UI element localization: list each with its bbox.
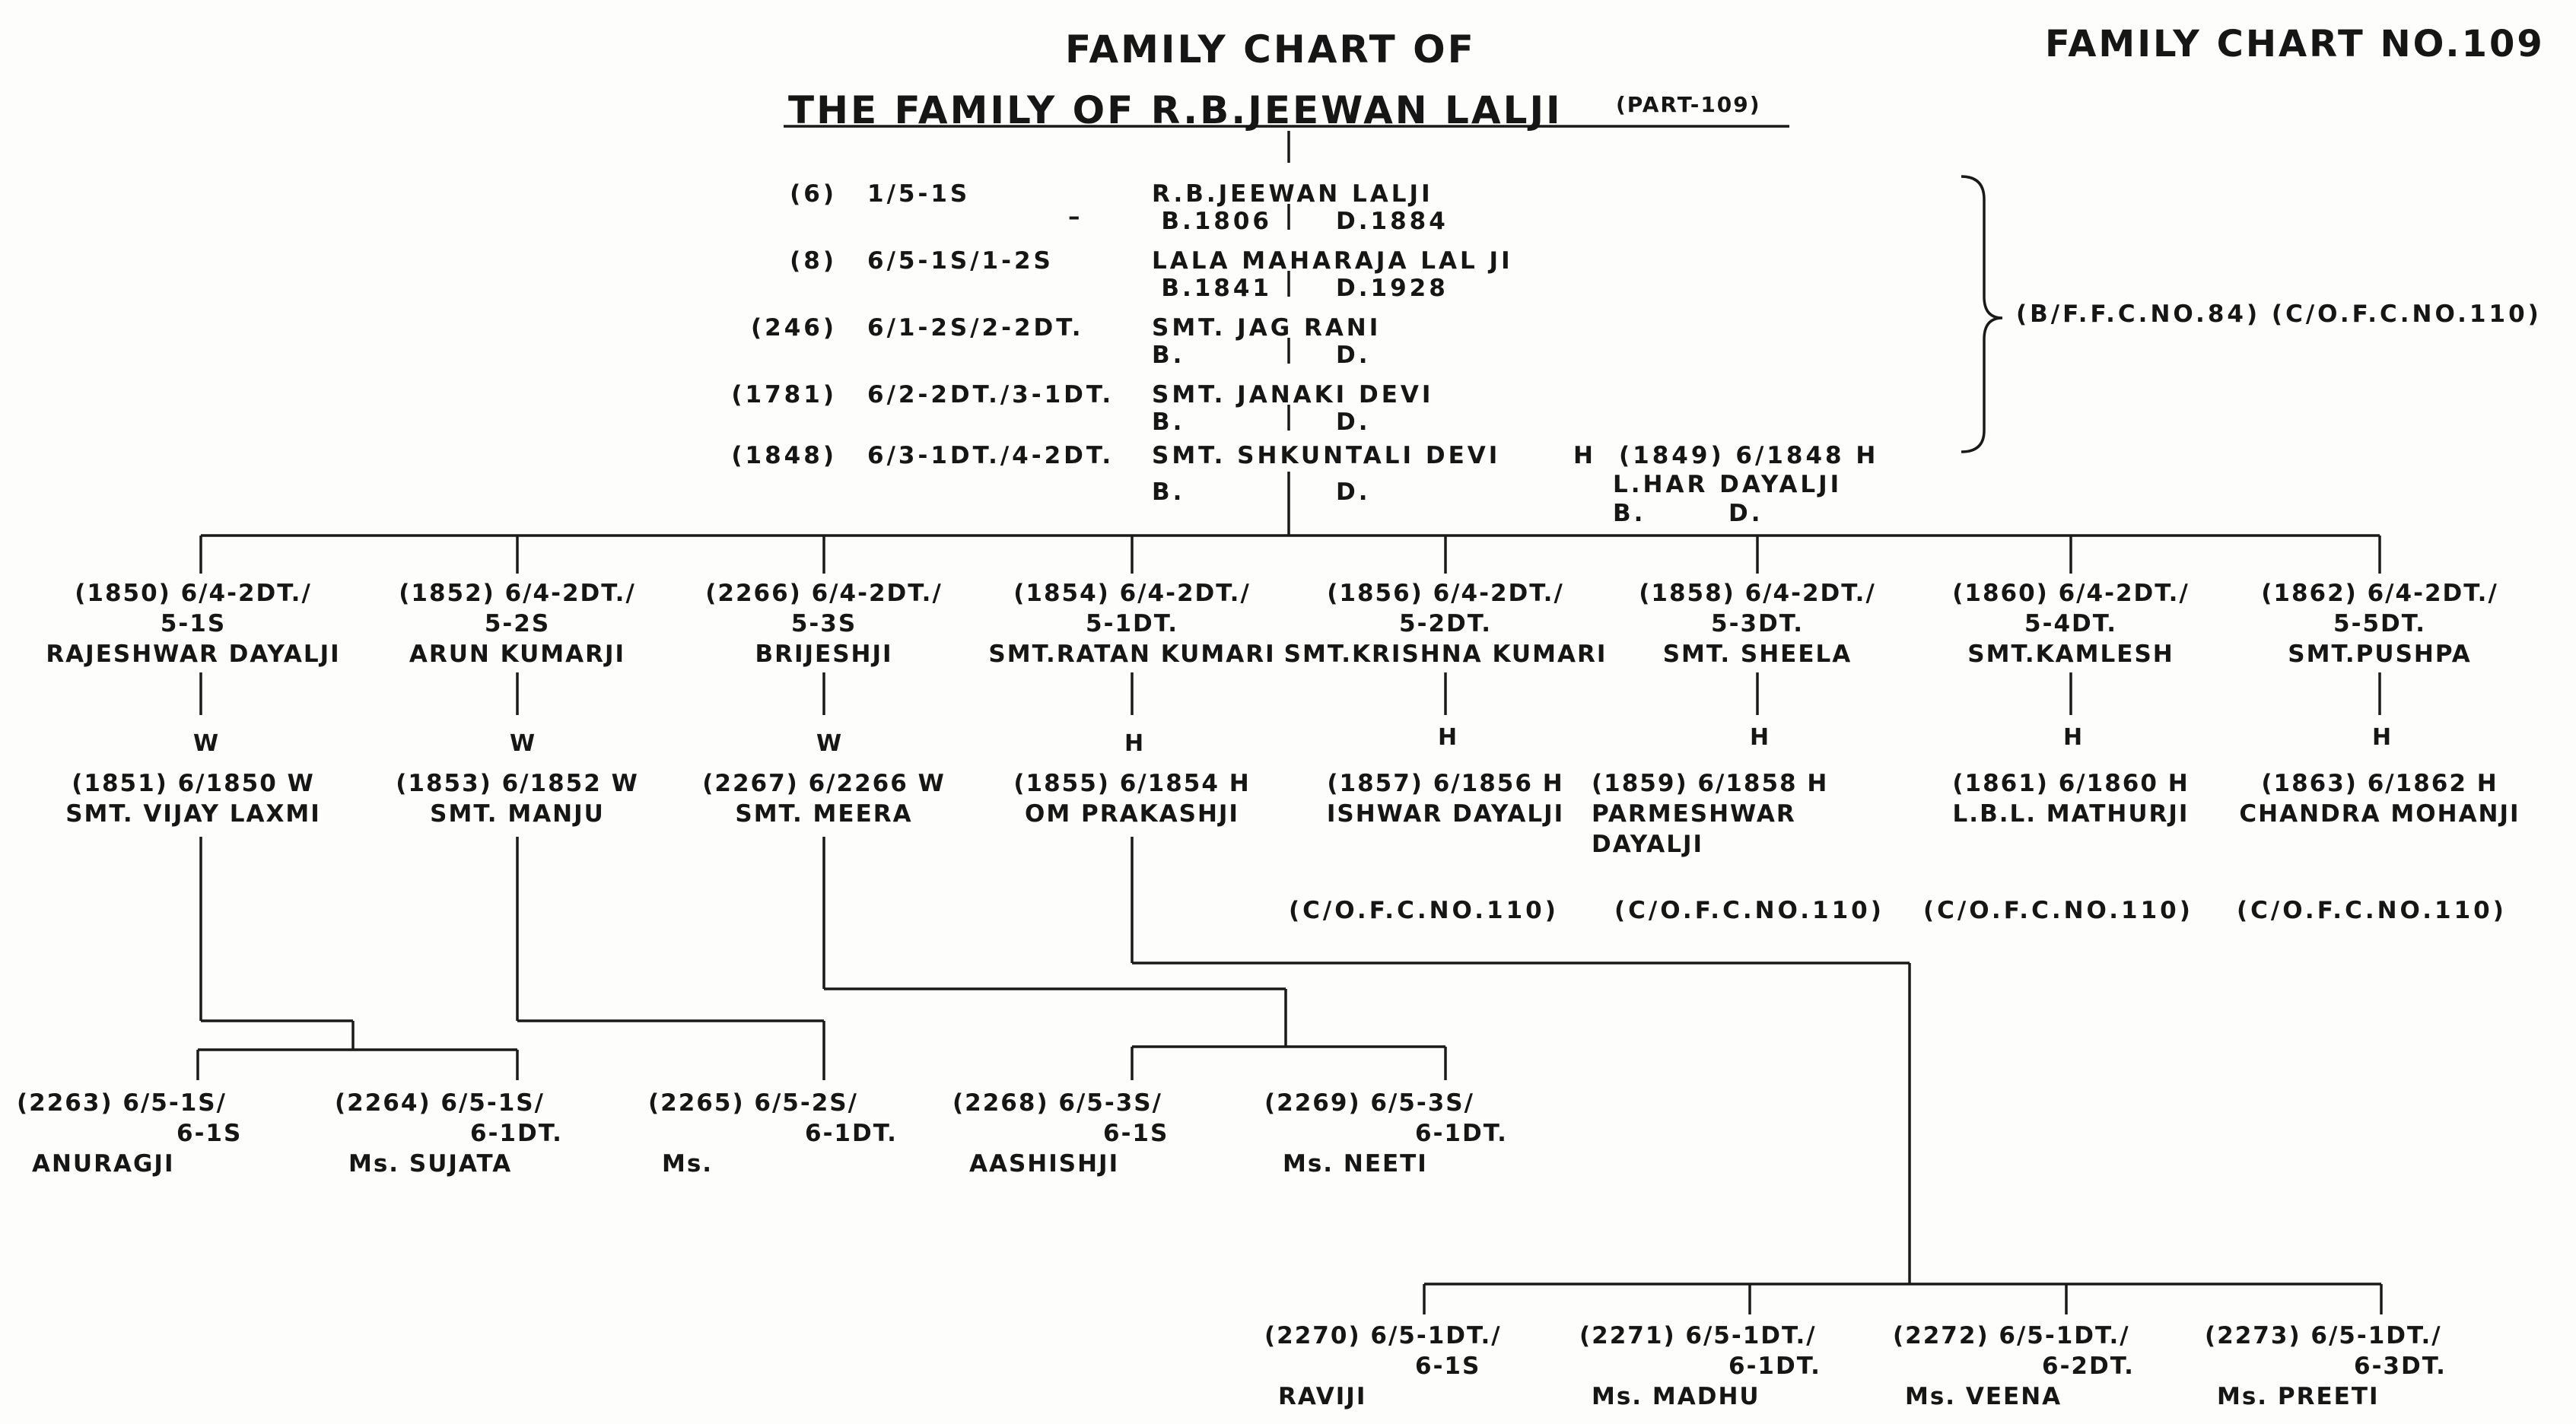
- spouse-name: OM PRAKASHJI: [1025, 800, 1239, 828]
- grandchild-name: Ms. VEENA: [1905, 1383, 2062, 1410]
- grandchild-name: Ms. NEETI: [1283, 1150, 1428, 1178]
- grandchild-node: [17, 1088, 242, 1179]
- marriage-marker: W: [193, 730, 219, 757]
- ancestor-name: R.B.JEEWAN LALJI: [1152, 180, 1433, 208]
- grandchild-name: ANURAGJI: [32, 1150, 175, 1178]
- grandchild-code: (2269) 6/5-3S/: [1264, 1089, 1474, 1117]
- ancestor-code: 6/1-2S/2-2DT.: [867, 314, 1084, 342]
- grandchild-code: (2271) 6/5-1DT./: [1579, 1322, 1817, 1349]
- child-code: (1856) 6/4-2DT./: [1327, 580, 1564, 607]
- grandchild-code-2: 6-1DT.: [1415, 1120, 1508, 1147]
- ancestor-code: 6/5-1S/1-2S: [867, 247, 1054, 275]
- ancestor-born: B.1841: [1161, 275, 1272, 302]
- grandchild-code: (2264) 6/5-1S/: [335, 1089, 545, 1117]
- title-line-1: FAMILY CHART OF: [1065, 27, 1476, 72]
- grandchild-node: [1264, 1321, 1502, 1412]
- grandchild-code-2: 6-1S: [177, 1120, 243, 1147]
- ancestor-number: (6): [790, 180, 837, 208]
- grandchild-name: RAVIJI: [1278, 1383, 1367, 1410]
- grandchild-code-2: 6-1S: [1415, 1352, 1481, 1380]
- side-reference: (B/F.F.C.NO.84) (C/O.F.C.NO.110): [2016, 300, 2542, 328]
- grandchild-code-2: 6-2DT.: [2042, 1352, 2135, 1380]
- child-name: SMT. SHEELA: [1662, 640, 1852, 668]
- ancestor-died: D.1928: [1336, 275, 1449, 302]
- child-code: (1854) 6/4-2DT./: [1013, 580, 1251, 607]
- spouse-name: L.B.L. MATHURJI: [1952, 800, 2190, 828]
- grandchild-node: [2205, 1321, 2447, 1412]
- ancestor-number: (1781): [731, 381, 837, 408]
- marriage-marker: H: [2372, 724, 2392, 751]
- ancestor-born: B.: [1152, 342, 1185, 369]
- child-name: RAJESHWAR DAYALJI: [46, 640, 341, 668]
- marriage-marker: H: [2063, 724, 2083, 751]
- child-code-2: 5-2S: [484, 610, 551, 637]
- grandchild-node: [335, 1088, 563, 1179]
- grandchild-node: [1264, 1088, 1508, 1179]
- ancestor-name: SMT. JAG RANI: [1152, 314, 1382, 342]
- grandchild-name: Ms. PREETI: [2217, 1383, 2380, 1410]
- ancestor-name: SMT. JANAKI DEVI: [1152, 381, 1434, 408]
- cross-reference: (C/O.F.C.NO.110): [1923, 897, 2193, 924]
- part-label: (PART-109): [1616, 92, 1761, 117]
- title-line-2: THE FAMILY OF R.B.JEEWAN LALJI: [788, 88, 1563, 132]
- grandchild-code-2: 6-1DT.: [805, 1120, 898, 1147]
- child-code-2: 5-1S: [160, 610, 227, 637]
- side-brace: [1961, 176, 2002, 452]
- spouse-name: SMT. MANJU: [430, 800, 605, 828]
- child-code-2: 5-2DT.: [1399, 610, 1492, 637]
- spouse-code: (1863) 6/1862 H: [2261, 770, 2498, 797]
- spouse-name: CHANDRA MOHANJI: [2239, 800, 2520, 828]
- ancestor-died: D.1884: [1336, 208, 1449, 235]
- child-name: SMT.KAMLESH: [1967, 640, 2174, 668]
- spouse-died: D.: [1728, 500, 1763, 527]
- spouse-code: (1849) 6/1848 H: [1619, 442, 1879, 469]
- child-node: [2190, 578, 2570, 669]
- cross-reference: (C/O.F.C.NO.110): [2237, 897, 2507, 924]
- grandchild-code-2: 6-3DT.: [2354, 1352, 2447, 1380]
- child-code-2: 5-3DT.: [1711, 610, 1804, 637]
- spouse-code: (2267) 6/2266 W: [702, 770, 946, 797]
- ancestor-died: D.: [1336, 478, 1371, 506]
- marriage-marker: H: [1438, 724, 1458, 751]
- child-node: [11, 578, 376, 669]
- spouse-node: [1255, 768, 1636, 829]
- grandchild-node: [952, 1088, 1169, 1179]
- child-name: BRIJESHJI: [755, 640, 893, 668]
- spouse-name: SMT. VIJAY LAXMI: [65, 800, 321, 828]
- spouse-node: [2190, 768, 2570, 829]
- chart-number: FAMILY CHART NO.109: [2045, 23, 2545, 65]
- spouse-born: B.: [1613, 500, 1646, 527]
- spouse-code: (1855) 6/1854 H: [1013, 770, 1251, 797]
- child-code: (1850) 6/4-2DT./: [75, 580, 312, 607]
- grandchild-code: (2272) 6/5-1DT./: [1893, 1322, 2130, 1349]
- child-code-2: 5-4DT.: [2024, 610, 2117, 637]
- child-code: (1858) 6/4-2DT./: [1639, 580, 1876, 607]
- spouse-code: (1851) 6/1850 W: [72, 770, 315, 797]
- child-code: (2266) 6/4-2DT./: [705, 580, 943, 607]
- marriage-marker: H: [1124, 730, 1144, 757]
- child-code-2: 5-3S: [790, 610, 857, 637]
- ancestor-born: B.: [1152, 408, 1185, 436]
- child-code-2: 5-5DT.: [2333, 610, 2426, 637]
- child-code: (1862) 6/4-2DT./: [2261, 580, 2498, 607]
- spouse-code: (1857) 6/1856 H: [1327, 770, 1564, 797]
- grandchild-code-2: 6-1S: [1103, 1120, 1169, 1147]
- child-name: SMT.KRISHNA KUMARI: [1283, 640, 1608, 668]
- ancestor-code: 6/2-2DT./3-1DT.: [867, 381, 1115, 408]
- spouse-name: PARMESHWAR: [1592, 800, 1796, 828]
- child-code: (1852) 6/4-2DT./: [399, 580, 636, 607]
- ancestor-number: (8): [790, 247, 837, 275]
- grandchild-code: (2265) 6/5-2S/: [648, 1089, 858, 1117]
- grandchild-name: AASHISHJI: [969, 1150, 1120, 1178]
- cross-reference: (C/O.F.C.NO.110): [1289, 897, 1559, 924]
- grandchild-code: (2268) 6/5-3S/: [952, 1089, 1162, 1117]
- ancestor-code: 1/5-1S: [867, 180, 971, 208]
- child-code-2: 5-1DT.: [1086, 610, 1178, 637]
- grandchild-name: Ms. MADHU: [1592, 1383, 1760, 1410]
- ancestor-died: D.: [1336, 408, 1371, 436]
- spouse-name-2: DAYALJI: [1592, 831, 1704, 858]
- spouse-relation-marker: H: [1573, 442, 1596, 469]
- grandchild-code: (2273) 6/5-1DT./: [2205, 1322, 2442, 1349]
- child-code: (1860) 6/4-2DT./: [1952, 580, 2190, 607]
- ancestor-code: 6/3-1DT./4-2DT.: [867, 442, 1115, 469]
- grandchild-code-2: 6-1DT.: [1728, 1352, 1821, 1380]
- ancestor-born: B.: [1152, 478, 1185, 506]
- ancestor-died: D.: [1336, 342, 1371, 369]
- grandchild-node: [1893, 1321, 2135, 1412]
- spouse-code: (1853) 6/1852 W: [396, 770, 639, 797]
- ancestor-number: (246): [750, 314, 837, 342]
- grandchild-name: Ms.: [662, 1150, 714, 1178]
- ancestor-number: (1848): [731, 442, 837, 469]
- cross-reference: (C/O.F.C.NO.110): [1614, 897, 1884, 924]
- marriage-marker: H: [1750, 724, 1770, 751]
- ancestor-name: SMT. SHKUNTALI DEVI: [1152, 442, 1501, 469]
- grandchild-code: (2270) 6/5-1DT./: [1264, 1322, 1502, 1349]
- spouse-name: SMT. MEERA: [735, 800, 913, 828]
- ancestor-born: B.1806: [1161, 208, 1272, 235]
- marriage-marker: W: [510, 730, 536, 757]
- spouse-name: L.HAR DAYALJI: [1613, 471, 1843, 498]
- spouse-code: (1859) 6/1858 H: [1592, 770, 1829, 797]
- child-name: SMT.PUSHPA: [2288, 640, 2472, 668]
- spouse-node: [1592, 768, 1926, 860]
- grandchild-name: Ms. SUJATA: [348, 1150, 513, 1178]
- grandchild-node: [1579, 1321, 1821, 1412]
- child-name: SMT.RATAN KUMARI: [988, 640, 1276, 668]
- child-name: ARUN KUMARJI: [409, 640, 626, 668]
- grandchild-code-2: 6-1DT.: [470, 1120, 563, 1147]
- spouse-code: (1861) 6/1860 H: [1952, 770, 2190, 797]
- ancestor-name: LALA MAHARAJA LAL JI: [1152, 247, 1513, 275]
- grandchild-node: [648, 1088, 898, 1179]
- marriage-marker: W: [816, 730, 842, 757]
- ancestor-dash: –: [1068, 203, 1083, 230]
- grandchild-code: (2263) 6/5-1S/: [17, 1089, 227, 1117]
- spouse-name: ISHWAR DAYALJI: [1326, 800, 1565, 828]
- spouse-node: [11, 768, 376, 829]
